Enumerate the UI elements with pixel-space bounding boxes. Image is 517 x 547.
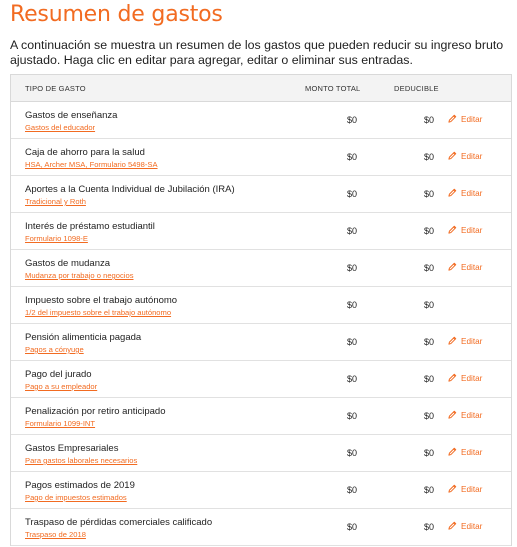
deductible-amount: $0 bbox=[424, 152, 435, 162]
edit-button[interactable] bbox=[448, 114, 482, 125]
header-total-amount: MONTO TOTAL bbox=[305, 84, 361, 93]
pencil-icon bbox=[448, 373, 461, 384]
intro-text: A continuación se muestra un resumen de los gastos que pueden reducir su ingreso bruto ajustado. Haga clic en editar para agregar, editar o eliminar sus entradas. bbox=[10, 38, 504, 67]
table-row bbox=[11, 250, 511, 287]
edit-button[interactable] bbox=[448, 484, 482, 495]
total-amount: $0 bbox=[347, 374, 358, 384]
table-row bbox=[11, 361, 511, 398]
expense-subtitle-link[interactable]: Formulario 1099-INT bbox=[25, 419, 96, 428]
edit-label: Editar bbox=[461, 485, 483, 494]
pencil-icon bbox=[448, 262, 461, 273]
table-header bbox=[11, 75, 511, 102]
expense-title: Pensión alimenticia pagada bbox=[25, 332, 142, 343]
expense-subtitle-link[interactable]: Gastos del educador bbox=[25, 123, 96, 132]
edit-label: Editar bbox=[461, 374, 483, 383]
expense-subtitle-link[interactable]: 1/2 del impuesto sobre el trabajo autónomo bbox=[25, 308, 172, 317]
table-row bbox=[11, 176, 511, 213]
pencil-icon bbox=[448, 114, 461, 125]
deductible-amount: $0 bbox=[424, 300, 435, 310]
table-row bbox=[11, 102, 511, 139]
total-amount: $0 bbox=[347, 152, 358, 162]
expense-title: Gastos de mudanza bbox=[25, 258, 111, 269]
deductible-amount: $0 bbox=[424, 485, 435, 495]
expense-title: Traspaso de pérdidas comerciales calificado bbox=[25, 517, 213, 528]
edit-button[interactable] bbox=[448, 410, 482, 421]
edit-button[interactable] bbox=[448, 447, 482, 458]
table-row bbox=[11, 287, 511, 324]
expense-subtitle-link[interactable]: Traspaso de 2018 bbox=[25, 530, 86, 539]
edit-button[interactable] bbox=[448, 521, 482, 532]
edit-label: Editar bbox=[461, 152, 483, 161]
table-row bbox=[11, 213, 511, 250]
deductible-amount: $0 bbox=[424, 189, 435, 199]
expense-title: Pago del jurado bbox=[25, 369, 92, 380]
expense-title: Gastos Empresariales bbox=[25, 443, 119, 454]
pencil-icon bbox=[448, 151, 461, 162]
deductible-amount: $0 bbox=[424, 522, 435, 532]
edit-label: Editar bbox=[461, 411, 483, 420]
header-expense-type: TIPO DE GASTO bbox=[25, 84, 86, 93]
header-deductible: DEDUCIBLE bbox=[394, 84, 439, 93]
table-body bbox=[11, 102, 511, 546]
total-amount: $0 bbox=[347, 300, 358, 310]
edit-label: Editar bbox=[461, 226, 483, 235]
deductible-amount: $0 bbox=[424, 448, 435, 458]
total-amount: $0 bbox=[347, 522, 358, 532]
expense-subtitle-link[interactable]: Tradicional y Roth bbox=[25, 197, 86, 206]
total-amount: $0 bbox=[347, 115, 358, 125]
edit-label: Editar bbox=[461, 115, 483, 124]
table-row bbox=[11, 139, 511, 176]
expense-title: Interés de préstamo estudiantil bbox=[25, 221, 155, 232]
expense-title: Penalización por retiro anticipado bbox=[25, 406, 166, 417]
edit-label: Editar bbox=[461, 263, 483, 272]
expense-title: Aportes a la Cuenta Individual de Jubilación (IRA) bbox=[25, 184, 235, 195]
pencil-icon bbox=[448, 447, 461, 458]
total-amount: $0 bbox=[347, 411, 358, 421]
expense-subtitle-link[interactable]: Para gastos laborales necesarios bbox=[25, 456, 138, 465]
edit-button[interactable] bbox=[448, 188, 482, 199]
page-title: Resumen de gastos bbox=[10, 2, 223, 27]
table-row bbox=[11, 398, 511, 435]
table-row bbox=[11, 509, 511, 546]
total-amount: $0 bbox=[347, 226, 358, 236]
edit-label: Editar bbox=[461, 337, 483, 346]
edit-button[interactable] bbox=[448, 373, 482, 384]
total-amount: $0 bbox=[347, 263, 358, 273]
pencil-icon bbox=[448, 410, 461, 421]
edit-label: Editar bbox=[461, 448, 483, 457]
total-amount: $0 bbox=[347, 485, 358, 495]
deductible-amount: $0 bbox=[424, 374, 435, 384]
pencil-icon bbox=[448, 484, 461, 495]
expense-title: Caja de ahorro para la salud bbox=[25, 147, 145, 158]
expense-subtitle-link[interactable]: Formulario 1098-E bbox=[25, 234, 88, 243]
expense-subtitle-link[interactable]: Pago de impuestos estimados bbox=[25, 493, 127, 502]
edit-label: Editar bbox=[461, 522, 483, 531]
table-row bbox=[11, 435, 511, 472]
deductible-amount: $0 bbox=[424, 226, 435, 236]
pencil-icon bbox=[448, 225, 461, 236]
expenses-table bbox=[10, 74, 512, 546]
pencil-icon bbox=[448, 336, 461, 347]
pencil-icon bbox=[448, 188, 461, 199]
expense-subtitle-link[interactable]: Mudanza por trabajo o negocios bbox=[25, 271, 134, 280]
expense-subtitle-link[interactable]: HSA, Archer MSA, Formulario 5498-SA bbox=[25, 160, 158, 169]
expense-title: Gastos de enseñanza bbox=[25, 110, 118, 121]
edit-button[interactable] bbox=[448, 262, 482, 273]
expense-subtitle-link[interactable]: Pago a su empleador bbox=[25, 382, 98, 391]
edit-button[interactable] bbox=[448, 225, 482, 236]
expense-title: Pagos estimados de 2019 bbox=[25, 480, 135, 491]
deductible-amount: $0 bbox=[424, 411, 435, 421]
edit-button[interactable] bbox=[448, 336, 482, 347]
edit-button[interactable] bbox=[448, 151, 482, 162]
pencil-icon bbox=[448, 521, 461, 532]
table-row bbox=[11, 324, 511, 361]
expense-title: Impuesto sobre el trabajo autónomo bbox=[25, 295, 178, 306]
deductible-amount: $0 bbox=[424, 337, 435, 347]
total-amount: $0 bbox=[347, 448, 358, 458]
table-row bbox=[11, 472, 511, 509]
edit-label: Editar bbox=[461, 189, 483, 198]
expense-subtitle-link[interactable]: Pagos a cónyuge bbox=[25, 345, 84, 354]
total-amount: $0 bbox=[347, 189, 358, 199]
deductible-amount: $0 bbox=[424, 263, 435, 273]
total-amount: $0 bbox=[347, 337, 358, 347]
deductible-amount: $0 bbox=[424, 115, 435, 125]
